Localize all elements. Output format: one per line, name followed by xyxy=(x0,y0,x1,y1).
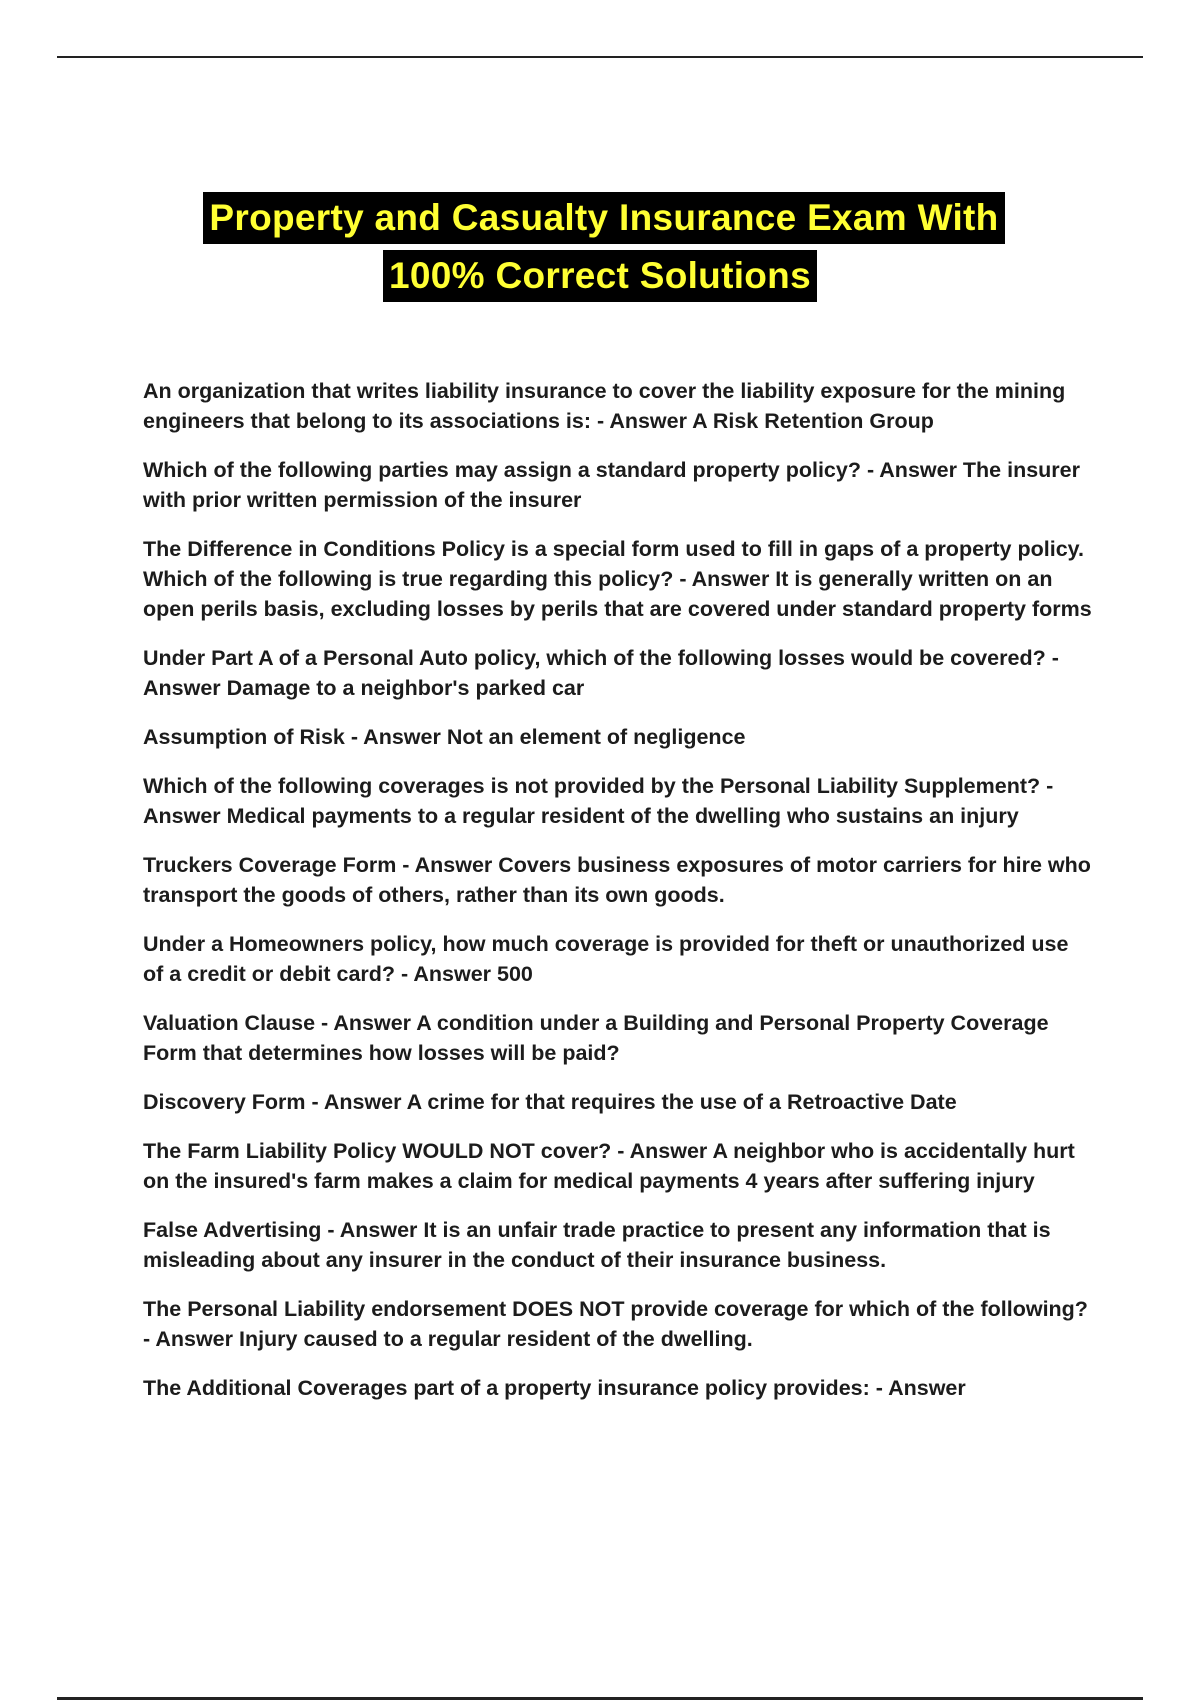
top-divider xyxy=(57,56,1143,58)
qa-item: Valuation Clause - Answer A condition under a Building and Personal Property Coverage Form that determines how losses will be paid? xyxy=(143,1011,1049,1065)
qa-item: Assumption of Risk - Answer Not an element of negligence xyxy=(143,725,746,749)
qa-item: The Difference in Conditions Policy is a special form used to fill in gaps of a property policy. Which of the following is true regarding this policy? - Answer It is generally written on an open perils basis, excluding losses by perils that are covered under standard property forms xyxy=(143,537,1092,621)
qa-item: Which of the following coverages is not provided by the Personal Liability Supplement? - Answer Medical payments to a regular resident of the dwelling who sustains an injury xyxy=(143,774,1054,828)
qa-item: An organization that writes liability insurance to cover the liability exposure for the mining engineers that belong to its associations is: - Answer A Risk Retention Group xyxy=(143,379,1066,433)
qa-item: The Personal Liability endorsement DOES NOT provide coverage for which of the following? - Answer Injury caused to a regular resident of the dwelling. xyxy=(143,1297,1088,1351)
qa-item: Under a Homeowners policy, how much coverage is provided for theft or unauthorized use of a credit or debit card? - Answer 500 xyxy=(143,932,1069,986)
title-line-2: 100% Correct Solutions xyxy=(383,250,817,302)
qa-item: The Farm Liability Policy WOULD NOT cover? - Answer A neighbor who is accidentally hurt on the insured's farm makes a claim for medical payments 4 years after suffering injury xyxy=(143,1139,1075,1193)
qa-item: Which of the following parties may assign a standard property policy? - Answer The insurer with prior written permission of the insurer xyxy=(143,458,1081,512)
qa-item: Truckers Coverage Form - Answer Covers business exposures of motor carriers for hire who transport the goods of others, rather than its own goods. xyxy=(143,853,1091,907)
qa-item: Discovery Form - Answer A crime for that requires the use of a Retroactive Date xyxy=(143,1090,957,1114)
question-answer-list xyxy=(143,376,1093,1422)
qa-item: Under Part A of a Personal Auto policy, which of the following losses would be covered? - Answer Damage to a neighbor's parked car xyxy=(143,646,1059,700)
qa-item: The Additional Coverages part of a property insurance policy provides: - Answer xyxy=(143,1376,966,1400)
document-title xyxy=(0,192,1200,308)
title-line-1: Property and Casualty Insurance Exam With xyxy=(203,192,1004,244)
qa-item: False Advertising - Answer It is an unfair trade practice to present any information that is misleading about any insurer in the conduct of their insurance business. xyxy=(143,1218,1051,1272)
